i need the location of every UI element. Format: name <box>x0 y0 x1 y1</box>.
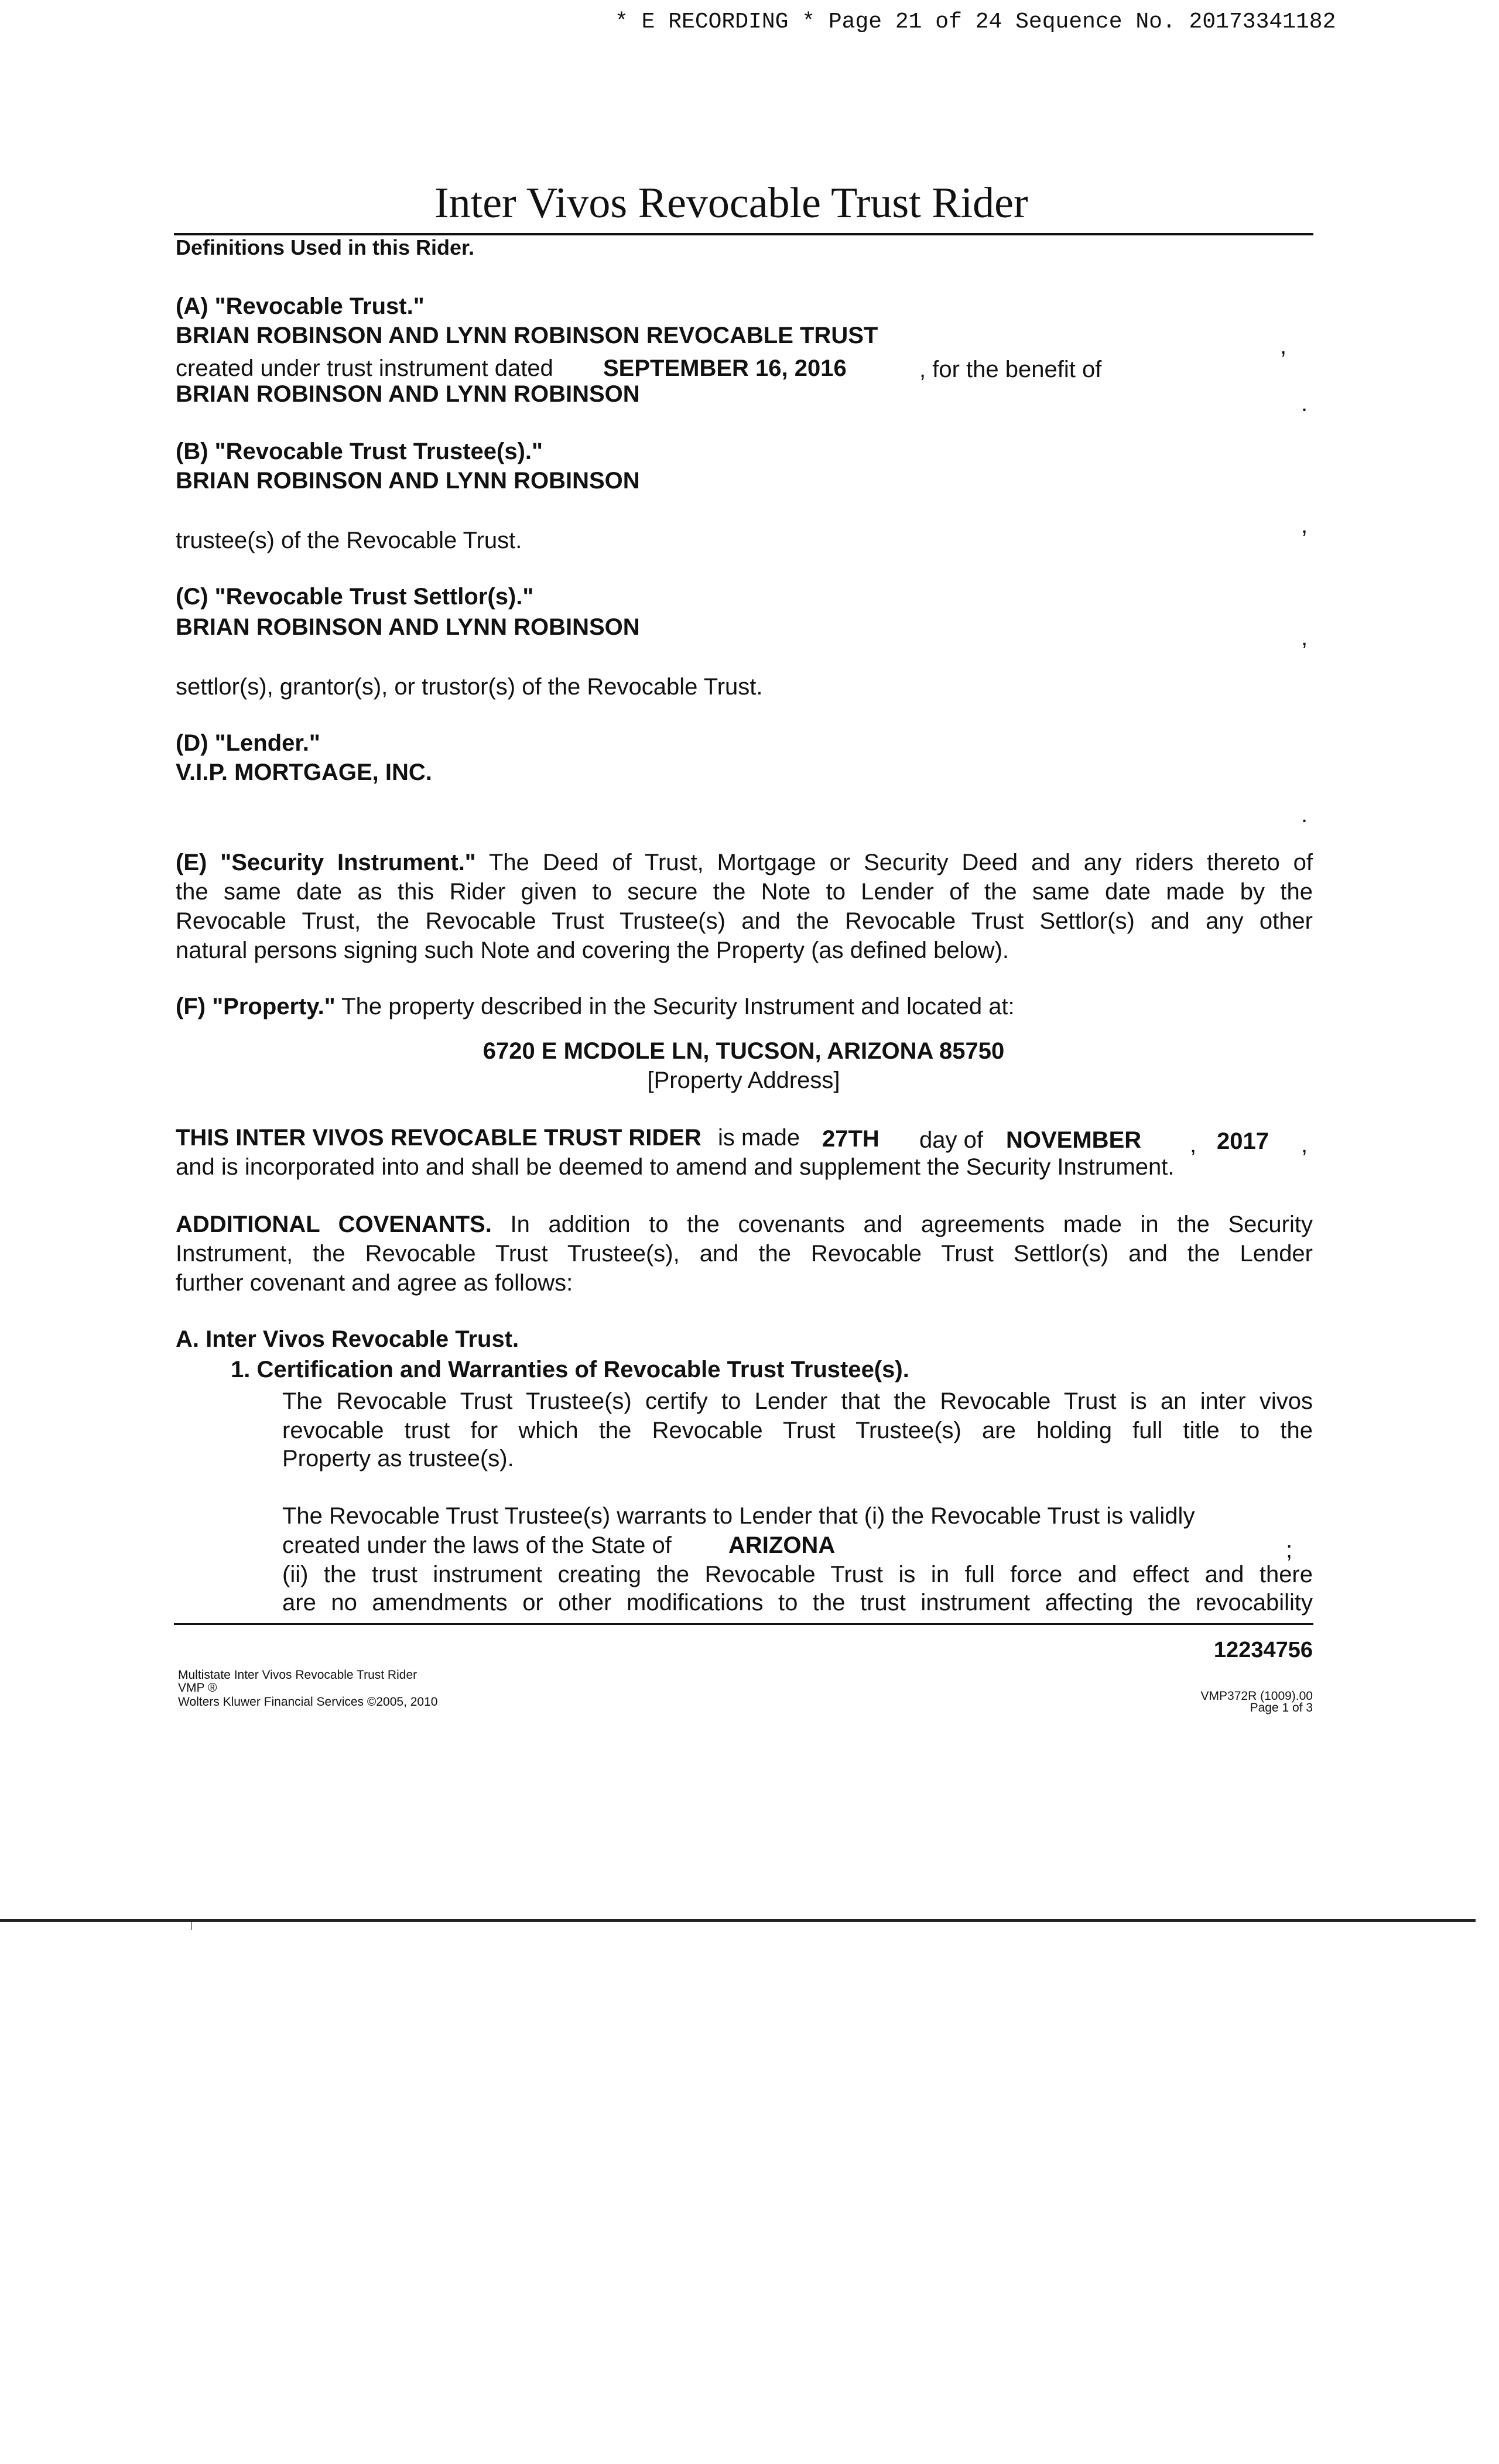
rider-day-of: day of <box>919 1127 983 1153</box>
rider-made: is made <box>718 1125 800 1151</box>
section-c-heading: (C) "Revocable Trust Settlor(s)." <box>176 584 534 610</box>
section-f-line <box>176 992 1015 1021</box>
covenants-line3: further covenant and agree as follows: <box>176 1270 573 1296</box>
section-e-heading: (E) "Security Instrument." <box>176 850 476 875</box>
section-e-line2: the same date as this Rider given to secure the Note to Lender of the same date made by the <box>176 879 1313 905</box>
section-e-line1 <box>176 848 1313 877</box>
footer-vmp: VMP ® <box>178 1681 217 1695</box>
footer-form-name: Multistate Inter Vivos Revocable Trust Rider <box>178 1668 417 1682</box>
covenants-line1-text: In addition to the covenants and agreements made in the Security <box>510 1212 1313 1237</box>
trust-name-comma: , <box>1280 333 1287 359</box>
scan-edge-line <box>0 1919 1476 1922</box>
page-title: Inter Vivos Revocable Trust Rider <box>434 179 1028 227</box>
rider-month: NOVEMBER <box>1006 1127 1142 1153</box>
rider-line2: and is incorporated into and shall be deemed to amend and supplement the Security Instrument. <box>176 1154 1175 1180</box>
footer-form-code: VMP372R (1009).00 <box>1200 1689 1313 1703</box>
scan-edge-tick <box>191 1922 192 1930</box>
created-text: created under trust instrument dated <box>176 355 553 381</box>
property-address-caption: [Property Address] <box>647 1067 840 1093</box>
lender-period: . <box>1301 802 1308 827</box>
footer-copyright: Wolters Kluwer Financial Services ©2005, 2010 <box>178 1695 438 1709</box>
property-address: 6720 E MCDOLE LN, TUCSON, ARIZONA 85750 <box>482 1038 1005 1064</box>
rider-year: 2017 <box>1217 1128 1269 1154</box>
rider-lead: THIS INTER VIVOS REVOCABLE TRUST RIDER <box>176 1125 701 1151</box>
definitions-heading: Definitions Used in this Rider. <box>176 235 475 259</box>
rider-trail-comma: , <box>1301 1132 1308 1158</box>
item1-heading: 1. Certification and Warranties of Revocable Trust Trustee(s). <box>231 1357 909 1382</box>
section-A-heading: A. Inter Vivos Revocable Trust. <box>176 1326 519 1352</box>
state-name: ARIZONA <box>728 1532 836 1558</box>
trust-name: BRIAN ROBINSON AND LYNN ROBINSON REVOCABLE TRUST <box>176 323 878 348</box>
p1-line1: The Revocable Trust Trustee(s) certify to Lender that the Revocable Trust is an inter vivos <box>282 1388 1313 1414</box>
p2-line2-text: created under the laws of the State of <box>282 1532 672 1558</box>
recording-header: * E RECORDING * Page 21 of 24 Sequence No. 20173341182 <box>615 9 1336 35</box>
p2-line4: are no amendments or other modifications to the trust instrument affecting the revocability <box>282 1590 1313 1616</box>
beneficiaries-period: . <box>1301 391 1308 416</box>
benefit-text: , for the benefit of <box>919 357 1102 382</box>
settlor-text: settlor(s), grantor(s), or trustor(s) of the Revocable Trust. <box>176 674 763 700</box>
p1-line3: Property as trustee(s). <box>282 1446 514 1471</box>
state-semicolon: ; <box>1286 1537 1293 1563</box>
trustee-text: trustee(s) of the Revocable Trust. <box>176 528 522 553</box>
loan-number: 12234756 <box>1213 1638 1313 1662</box>
section-e-line4: natural persons signing such Note and covering the Property (as defined below). <box>176 937 1009 963</box>
section-b-heading: (B) "Revocable Trust Trustee(s)." <box>176 439 543 464</box>
beneficiaries: BRIAN ROBINSON AND LYNN ROBINSON <box>176 381 640 407</box>
section-a-heading: (A) "Revocable Trust." <box>176 293 425 319</box>
section-f-heading: (F) "Property." <box>176 994 336 1019</box>
lender-name: V.I.P. MORTGAGE, INC. <box>176 759 432 785</box>
p2-line3: (ii) the trust instrument creating the Revocable Trust is in full force and effect and there <box>282 1562 1313 1587</box>
trustee-comma: , <box>1301 512 1308 538</box>
footer-rule <box>174 1623 1313 1625</box>
covenants-line1 <box>176 1210 1313 1239</box>
settlor-names: BRIAN ROBINSON AND LYNN ROBINSON <box>176 614 640 640</box>
covenants-heading: ADDITIONAL COVENANTS. <box>176 1212 492 1237</box>
section-d-heading: (D) "Lender." <box>176 730 320 756</box>
p2-line1: The Revocable Trust Trustee(s) warrants to Lender that (i) the Revocable Trust is validly <box>282 1503 1195 1529</box>
covenants-line2: Instrument, the Revocable Trust Trustee(s), and the Revocable Trust Settlor(s) and the Lender <box>176 1241 1313 1267</box>
section-e-line3: Revocable Trust, the Revocable Trust Trustee(s) and the Revocable Trust Settlor(s) and any other <box>176 908 1313 934</box>
section-e-line1-text: The Deed of Trust, Mortgage or Security Deed and any riders thereto of <box>489 850 1313 875</box>
rider-day: 27TH <box>822 1126 879 1152</box>
p1-line2: revocable trust for which the Revocable Trust Trustee(s) are holding full title to the <box>282 1418 1313 1443</box>
footer-page: Page 1 of 3 <box>1250 1701 1313 1714</box>
section-f-text: The property described in the Security Instrument and located at: <box>341 994 1015 1019</box>
trustee-names: BRIAN ROBINSON AND LYNN ROBINSON <box>176 468 640 494</box>
settlor-comma: , <box>1301 625 1308 651</box>
rider-year-sep: , <box>1190 1132 1197 1158</box>
trust-date: SEPTEMBER 16, 2016 <box>603 355 847 381</box>
